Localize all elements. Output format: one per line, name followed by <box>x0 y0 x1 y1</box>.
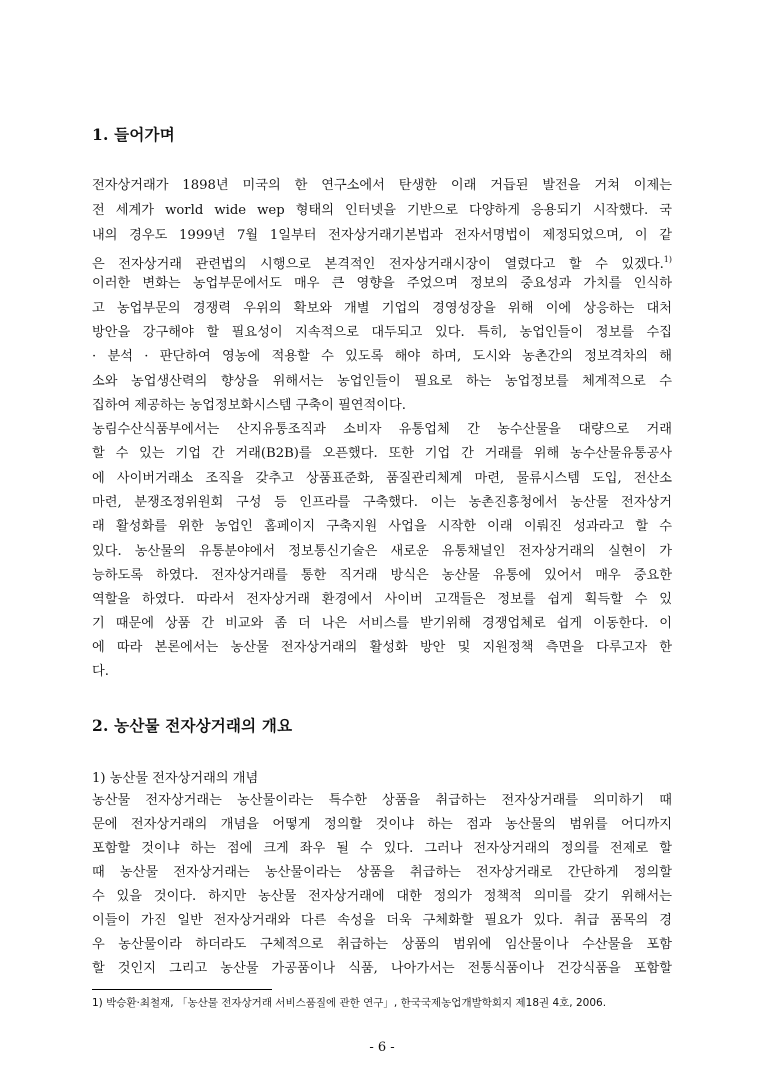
section-2-heading: 2. 농산물 전자상거래의 개요 <box>92 716 293 735</box>
paragraph-line: 우 농산물이라 하더라도 구체적으로 취급하는 상품의 범위에 임산물이나 수산물을 포함 <box>92 937 672 952</box>
footnote-reference: 1) <box>663 255 672 264</box>
section-1-heading: 1. 들어가며 <box>92 125 175 144</box>
paragraph-line: 고 농업부문의 경쟁력 우위의 확보와 개별 기업의 경영성장을 위해 이에 상응하는 대처 <box>92 301 672 316</box>
paragraph-line: 능하도록 하였다. 전자상거래를 통한 직거래 방식은 농산물 유통에 있어서 매우 중요한 <box>92 568 672 583</box>
paragraph-line: 수 있을 것이다. 하지만 농산물 전자상거래에 대한 정의가 정책적 의미를 갖기 위해서는 <box>92 889 672 904</box>
paragraph-line: 할 것인지 그리고 농산물 가공품이나 식품, 나아가서는 전통식품이나 건강식품을 포함할 <box>92 961 672 976</box>
paragraph-line: 할 수 있는 기업 간 거래(B2B)를 오픈했다. 또한 기업 간 거래를 위해 농수산물유통공사 <box>92 446 672 461</box>
paragraph-line: 전 세계가 world wide wep 형태의 인터넷을 기반으로 다양하게 응용되기 시작했다. 국 <box>92 203 672 218</box>
paragraph-line: 때 농산물 전자상거래는 농산물이라는 상품을 취급하는 전자상거래로 간단하게 정의할 <box>92 865 672 880</box>
paragraph-line: 에 따라 본론에서는 농산물 전자상거래의 활성화 방안 및 지원정책 측면을 다루고자 한 <box>92 640 672 655</box>
paragraph-line: 에 사이버거래소 조직을 갖추고 상품표준화, 품질관리체계 마련, 물류시스템 도입, 전산소 <box>92 471 672 486</box>
paragraph-line: 있다. 농산물의 유통분야에서 정보통신기술은 새로운 유통채널인 전자상거래의 실현이 가 <box>92 544 672 559</box>
paragraph-line: 방안을 강구해야 할 필요성이 지속적으로 대두되고 있다. 특히, 농업인들이 정보를 수집 <box>92 325 672 340</box>
paragraph-line: 은 전자상거래 관련법의 시행으로 본격적인 전자상거래시장이 열렸다고 할 수 있겠다.$^{1)}$ <box>92 255 672 272</box>
paragraph-line: · 분석 · 판단하여 영농에 적용할 수 있도록 해야 하며, 도시와 농촌간의 정보격차의 해 <box>92 349 672 364</box>
paragraph-line: 이러한 변화는 농업부문에서도 매우 큰 영향을 주었으며 정보의 중요성과 가치를 인식하 <box>92 276 672 291</box>
paragraph-line: 역할을 하였다. 따라서 전자상거래 환경에서 사이버 고객들은 정보를 쉽게 획득할 수 있 <box>92 592 672 607</box>
subsection-heading: 1) 농산물 전자상거래의 개념 <box>92 771 259 786</box>
paragraph-line: 포함할 것이냐 하는 점에 크게 좌우 될 수 있다. 그러나 전자상거래의 정의를 전제로 할 <box>92 841 672 856</box>
paragraph-line: 다. <box>92 664 109 679</box>
paragraph-line: 마련, 분쟁조정위원회 구성 등 인프라를 구축했다. 이는 농촌진흥청에서 농산물 전자상거 <box>92 495 672 510</box>
paragraph-line: 집하여 제공하는 농업정보화시스템 구축이 필연적이다. <box>92 398 406 413</box>
footnote: 1) 박승환·최철재, 「농산물 전자상거래 서비스품질에 관한 연구」, 한국국제농업개발학회지 제18권 4호, 2006. <box>92 997 607 1009</box>
paragraph-line: 농산물 전자상거래는 농산물이라는 특수한 상품을 취급하는 전자상거래를 의미하기 때 <box>92 793 672 808</box>
paragraph-line: 이들이 가진 일반 전자상거래와 다른 속성을 더욱 구체화할 필요가 있다. 취급 품목의 경 <box>92 913 672 928</box>
paragraph-line: 문에 전자상거래의 개념을 어떻게 정의할 것이냐 하는 점과 농산물의 범위를 어디까지 <box>92 817 672 832</box>
paragraph-line: 전자상거래가 1898년 미국의 한 연구소에서 탄생한 이래 거듭된 발전을 거쳐 이제는 <box>92 178 672 193</box>
paragraph-line: 래 활성화를 위한 농업인 홈페이지 구축지원 사업을 시작한 이래 이뤄진 성과라고 할 수 <box>92 519 672 534</box>
footnote-divider <box>92 989 272 990</box>
paragraph-line: 기 때문에 상품 간 비교와 좀 더 나은 서비스를 받기위해 경쟁업체로 쉽게 이동한다. 이 <box>92 616 672 631</box>
paragraph-line: 내의 경우도 1999년 7월 1일부터 전자상거래기본법과 전자서명법이 제정되었으며, 이 같 <box>92 228 672 243</box>
paragraph-line: 소와 농업생산력의 향상을 위해서는 농업인들이 필요로 하는 농업정보를 체계적으로 수 <box>92 374 672 389</box>
page-number: - 6 - <box>369 1040 395 1055</box>
paragraph-line: 농림수산식품부에서는 산지유통조직과 소비자 유통업체 간 농수산물을 대량으로 거래 <box>92 422 672 437</box>
